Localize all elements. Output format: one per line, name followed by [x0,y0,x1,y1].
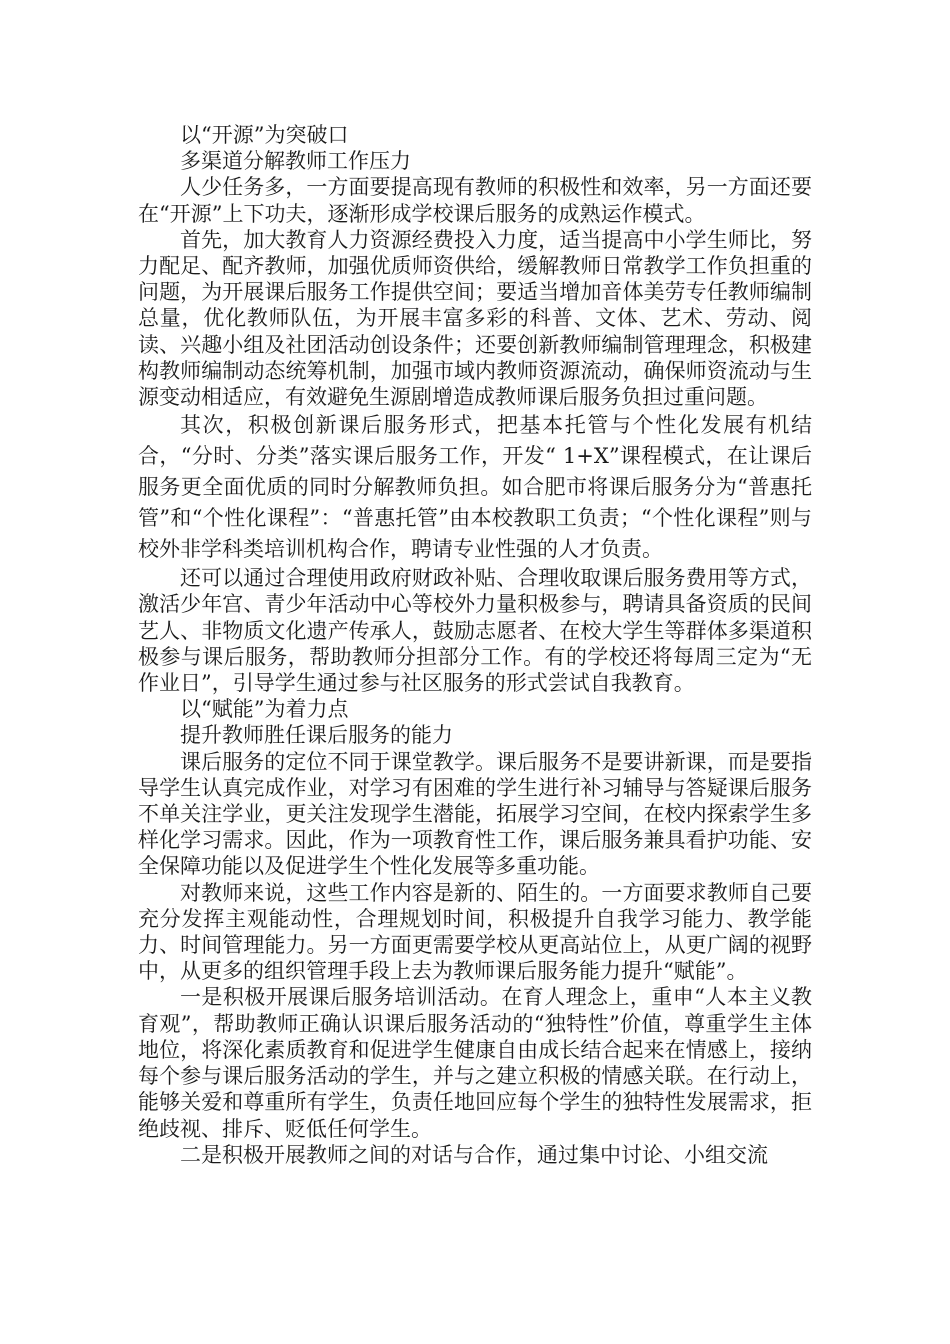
paragraph-4: 还可以通过合理使用政府财政补贴、合理收取课后服务费用等方式，激活少年宫、青少年活动中心等校外力量积极参与，聘请具备资质的民间艺人、非物质文化遗产传承人，鼓励志愿者、在校大学生等群体多渠道积极参与课后服务，帮助教师分担部分工作。有的学校还将每周三定为“无作业日”，引导学生通过参与社区服务的形式尝试自我教育。 [138,566,812,696]
section-heading-2: 以“赋能”为着力点 [180,697,349,722]
section-subheading-2: 提升教师胜任课后服务的能力 [180,723,453,748]
section-heading-1: 以“开源”为突破口 [180,123,349,147]
paragraph-6: 对教师来说，这些工作内容是新的、陌生的。一方面要求教师自己要充分发挥主观能动性，合理规划时间，积极提升自我学习能力、教学能力、时间管理能力。另一方面更需要学校从更高站位上，从更广阔的视野中，从更多的组织管理手段上去为教师课后服务能力提升“赋能”。 [138,880,812,984]
paragraph-5: 课后服务的定位不同于课堂教学。课后服务不是要讲新课，而是要指导学生认真完成作业，对学习有困难的学生进行补习辅导与答疑课后服务不单关注学业，更关注发现学生潜能，拓展学习空间，在校内探索学生多样化学习需求。因此，作为一项教育性工作，课后服务兼具看护功能、安全保障功能以及促进学生个性化发展等多重功能。 [138,749,812,879]
paragraph-2: 首先，加大教育人力资源经费投入力度，适当提高中小学生师比，努力配足、配齐教师，加强优质师资供给，缓解教师日常教学工作负担重的问题，为开展课后服务工作提供空间；要适当增加音体美劳专任教师编制总量，优化教师队伍，为开展丰富多彩的科普、文体、艺术、劳动、阅读、兴趣小组及社团活动创设条件；还要创新教师编制管理理念，积极建构教师编制动态统筹机制，加强市域内教师资源流动，确保师资流动与生源变动相适应，有效避免生源剧增造成教师课后服务负担过重问题。 [138,227,812,410]
document-page [138,122,812,1168]
paragraph-1: 人少任务多，一方面要提高现有教师的积极性和效率，另一方面还要在“开源”上下功夫，逐渐形成学校课后服务的成熟运作模式。 [138,175,812,226]
paragraph-3: 其次，积极创新课后服务形式，把基本托管与个性化发展有机结合，“分时、分类”落实课后服务工作，开发“ 1+X”课程模式，在让课后服务更全面优质的同时分解教师负担。如合肥市将课后服务分为“普惠托管”和“个性化课程”：“普惠托管”由本校教职工负责；“个性化课程”则与校外非学科类培训机构合作，聘请专业性强的人才负责。 [138,413,812,562]
paragraph-7: 一是积极开展课后服务培训活动。在育人理念上，重申“人本主义教育观”，帮助教师正确认识课后服务活动的“独特性”价值，尊重学生主体地位，将深化素质教育和促进学生健康自由成长结合起来在情感上，接纳每个参与课后服务活动的学生，并与之建立积极的情感关联。在行动上，能够关爱和尊重所有学生，负责任地回应每个学生的独特性发展需求，拒绝歧视、排斥、贬低任何学生。 [138,985,812,1141]
section-subheading-1: 多渠道分解教师工作压力 [180,149,411,174]
paragraph-8: 二是积极开展教师之间的对话与合作，通过集中讨论、小组交流 [180,1142,768,1167]
